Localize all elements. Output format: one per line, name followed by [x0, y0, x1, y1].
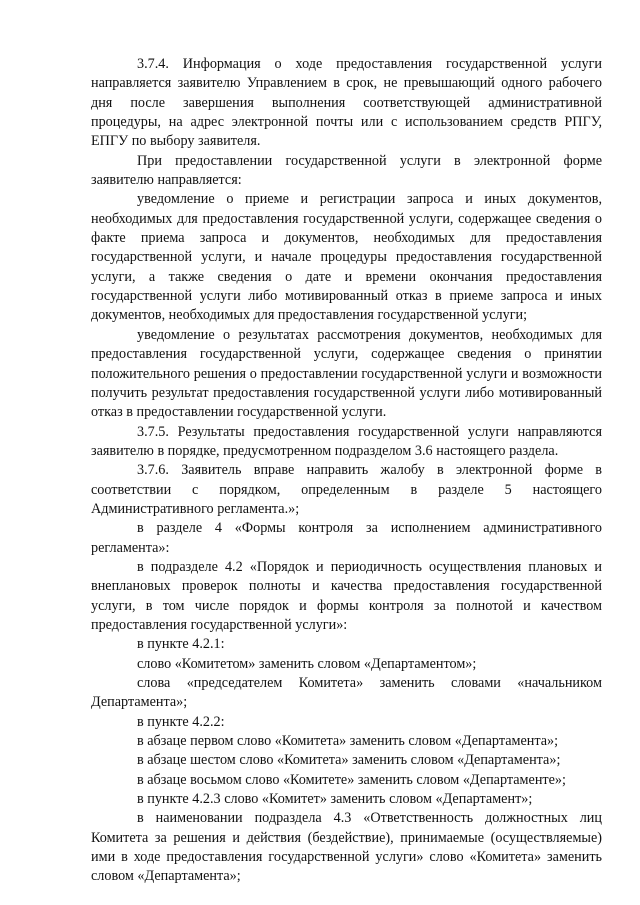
paragraph-3-7-5: 3.7.5. Результаты предоставления государственной услуги направляются заявителю в порядке, предусмотренном подразделом 3.6 настоящего раздела. [91, 423, 602, 459]
paragraph-first-abzac: в абзаце первом слово «Комитета» заменить словом «Департамента»; [137, 733, 559, 750]
paragraph-eighth-abzac: в абзаце восьмом слово «Комитете» заменить словом «Департаменте»; [137, 771, 566, 788]
paragraph-section-4: в разделе 4 «Формы контроля за исполнением административного регламента»: [91, 520, 602, 556]
paragraph-point-4-2-2: в пункте 4.2.2: [137, 713, 225, 730]
paragraph-electronic-form: При предоставлении государственной услуги в электронной форме заявителю направляется: [91, 152, 602, 189]
paragraph-sixth-abzac: в абзаце шестом слово «Комитета» заменить словом «Департамента»; [137, 752, 561, 769]
paragraph-subsection-4-3: в наименовании подраздела 4.3 «Ответственность должностных лиц Комитета за решения и действия (бездействие), принимаемые (осуществляемые) ими в ходе предоставления государственной услуги» слово «Комитета» заменить словом «Департамента»; [91, 810, 602, 885]
paragraph-words-replace-2: слова «председателем Комитета» заменить словами «начальником Департамента»; [91, 675, 602, 711]
paragraph-receipt-notice: уведомление о приеме и регистрации запроса и иных документов, необходимых для предоставления государственной услуги, содержащее сведения о факте приема запроса и документов, необходимых для предоставления государственной услуги, и начале процедуры предоставления государственной услуги, а также сведения о дате и времени окончания предоставления государственной услуги либо мотивированный отказ в приеме запроса и иных документов, необходимых для предоставления государственной услуги; [91, 191, 602, 324]
paragraph-results-notice: уведомление о результатах рассмотрения документов, необходимых для предоставления государственной услуги, содержащее сведения о принятии положительного решения о предоставлении государственной услуги и возможности получить результат предоставления государственной услуги либо мотивированный отказ в предоставлении государственной услуги. [91, 326, 602, 421]
paragraph-point-4-2-3: в пункте 4.2.3 слово «Комитет» заменить словом «Департамент»; [137, 791, 533, 808]
paragraph-3-7-6: 3.7.6. Заявитель вправе направить жалобу в электронной форме в соответствии с порядком, определенным в разделе 5 настоящего Административного регламента.»; [91, 462, 602, 517]
paragraph-word-replace-1: слово «Комитетом» заменить словом «Департаментом»; [137, 655, 477, 672]
paragraph-3-7-4: 3.7.4. Информация о ходе предоставления государственной услуги направляется заявителю Управлением в срок, не превышающий одного рабочего дня после завершения выполнения соответствующей административной процедуры, на адрес электронной почты или с использованием средств РПГУ, ЕПГУ по выбору заявителя. [91, 56, 602, 150]
paragraph-point-4-2-1: в пункте 4.2.1: [137, 636, 225, 653]
paragraph-subsection-4-2: в подразделе 4.2 «Порядок и периодичность осуществления плановых и внеплановых проверок полноты и качества предоставления государственной услуги, в том числе порядок и формы контроля за полнотой и качеством предоставления государственной услуги»: [91, 558, 602, 633]
